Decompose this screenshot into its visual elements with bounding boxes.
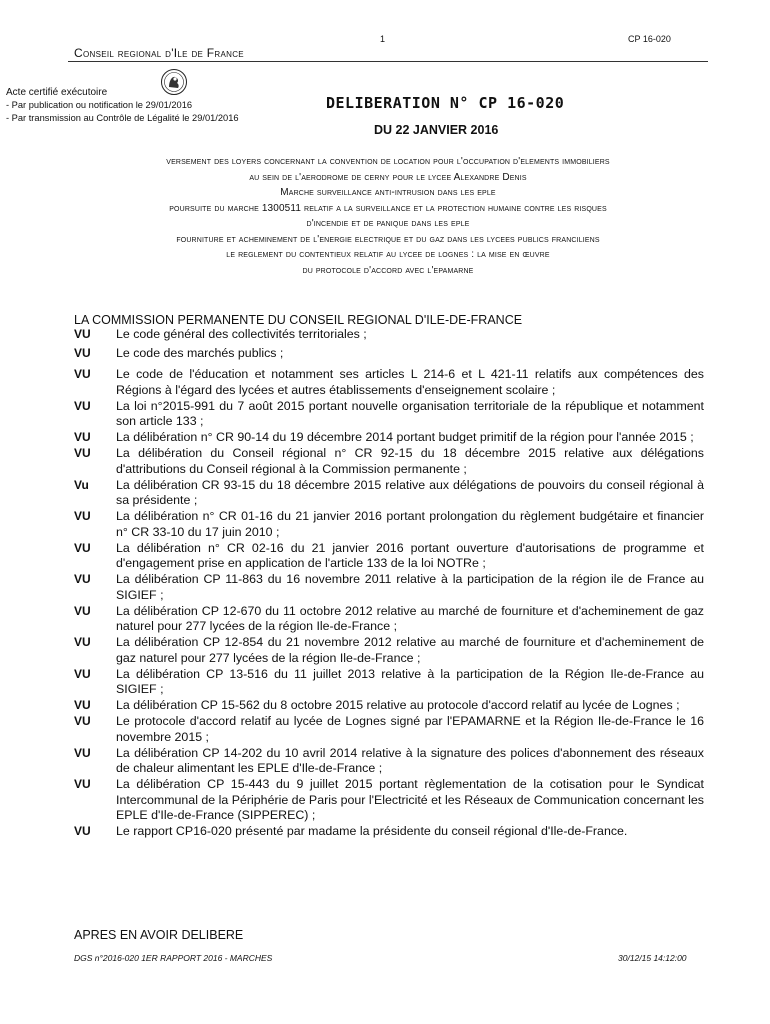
visa-item [74,824,704,840]
visa-tag: VU [74,698,91,712]
visa-item [74,667,704,698]
certification-title: Acte certifié exécutoire [6,87,108,98]
visa-item [74,446,704,477]
deliberation-subject [68,154,708,278]
visa-tag: VU [74,327,91,341]
visa-text: La délibération du Conseil régional n° CR 92-15 du 18 décembre 2015 relative aux délégations d'attributions du Conseil régional à la Commission permanente ; [116,446,704,476]
visa-item [74,777,704,824]
subject-line: versement des loyers concernant la convention de location pour l'occupation d'elements immobiliers [166,156,610,167]
subject-line: Marche surveillance anti-intrusion dans les eple [280,187,496,198]
subject-line: poursuite du marche 1300511 relatif a la surveillance et la protection humaine contre les risques [169,202,607,214]
visa-text: La délibération CP 14-202 du 10 avril 2014 relative à la signature des polices d'abonnement des réseaux de chaleur alimentant les EPLE d'Ile-de-France ; [116,745,704,775]
visa-item [74,478,704,509]
visa-tag: VU [74,509,91,523]
visa-tag: VU [74,572,91,586]
visa-tag: VU [74,367,91,381]
visa-text: La délibération n° CR 02-16 du 21 janvier 2016 portant ouverture d'autorisations de programme et d'engagement prise en application de l'article 133 de la loi NOTRe ; [116,540,704,570]
deliberation-title: DELIBERATION N° CP 16-020 [326,94,565,112]
visa-text: La délibération CP 13-516 du 11 juillet 2013 relative à la participation de la Région Ile-de-France au SIGIEF ; [116,666,704,696]
visa-list [74,327,704,840]
certification-transmission-line: - Par transmission au Contrôle de Légalité le 29/01/2016 [6,113,239,123]
visa-text: La délibération CR 93-15 du 18 décembre 2015 relative aux délégations de pouvoirs du conseil régional à sa présidente ; [116,477,704,507]
organization-name: Conseil regional d'Ile de France [74,46,244,60]
certification-block [6,86,239,125]
visa-item [74,327,704,343]
visa-tag: VU [74,745,91,760]
visa-item [74,604,704,635]
visa-tag: VU [74,540,91,555]
visa-tag: VU [74,635,91,649]
visa-text: Le code général des collectivités territoriales ; [116,327,367,341]
page-number: 1 [380,34,386,44]
visa-item [74,572,704,603]
visa-item [74,698,704,714]
visa-tag: VU [74,430,91,444]
visa-item [74,714,704,745]
visa-text: La délibération CP 15-562 du 8 octobre 2015 relative au protocole d'accord relatif au lycée de Lognes ; [116,698,680,712]
visa-item [74,746,704,777]
certification-publication-line: - Par publication ou notification le 29/01/2016 [6,100,193,110]
visa-text: La délibération CP 12-670 du 11 octobre 2012 relative au marché de fourniture et d'acheminement de gaz naturel pour 277 lycées de la région Ile-de-France ; [116,603,704,633]
visa-text: La délibération CP 15-443 du 9 juillet 2015 portant règlementation de la cotisation pour le Syndicat Intercommunal de la Périphérie de Paris pour l'Electricité et les Réseaux de Communication concernant les EPLE d'Ile-de-France (SIPPEREC) ; [116,777,704,822]
visa-item [74,635,704,666]
visa-text: Le code de l'éducation et notamment ses articles L 214-6 et L 421-11 relatifs aux compétences des Régions à l'égard des lycées et autres établissements d'enseignement scolaire ; [116,367,704,397]
subject-line: au sein de l'aerodrome de cerny pour le lycee Alexandre Denis [249,171,527,183]
subject-line: le reglement du contentieux relatif au lycee de lognes : la mise en œuvre [226,249,550,260]
visa-text: La délibération CP 12-854 du 21 novembre 2012 relative au marché de fourniture et d'acheminement de gaz naturel pour 277 lycées de la région Ile-de-France ; [116,635,704,665]
visa-text: Le protocole d'accord relatif au lycée de Lognes signé par l'EPAMARNE et la Région Ile-de-France le 16 novembre 2015 ; [116,714,704,744]
deliberation-date: DU 22 JANVIER 2016 [374,123,499,137]
visa-text: La délibération CP 11-863 du 16 novembre 2011 relative à la participation de la région ile de France au SIGIEF ; [116,572,704,602]
visa-item [74,430,704,446]
visa-item [74,541,704,572]
visa-tag: VU [74,446,91,460]
visa-text: Le code des marchés publics ; [116,345,284,360]
visa-tag: VU [74,824,91,838]
visa-item [74,346,704,362]
visa-item [74,399,704,430]
header-divider [68,61,708,62]
visa-text: La loi n°2015-991 du 7 août 2015 portant nouvelle organisation territoriale de la république et notamment son article 133 ; [116,398,704,428]
visa-tag: VU [74,345,91,360]
subject-line: d'incendie et de panique dans les eple [306,218,470,229]
visa-tag: VU [74,666,91,681]
visa-tag: VU [74,603,91,618]
visa-text: Le rapport CP16-020 présenté par madame la présidente du conseil régional d'Ile-de-France. [116,824,628,838]
footer-reference: DGS n°2016-020 1ER RAPPORT 2016 - MARCHES [74,953,273,963]
visa-item [74,509,704,540]
visa-tag: VU [74,714,91,728]
subject-line: fourniture et acheminement de l'energie electrique et du gaz dans les lycees publics franciliens [176,233,600,245]
visa-tag: Vu [74,477,89,492]
visa-text: La délibération n° CR 01-16 du 21 janvier 2016 portant prolongation du règlement budgétaire et financier n° CR 33-10 du 17 juin 2010 ; [116,509,704,539]
visa-text: La délibération n° CR 90-14 du 19 décembre 2014 portant budget primitif de la région pour l'année 2015 ; [116,430,694,444]
visa-item [74,367,704,398]
commission-heading: LA COMMISSION PERMANENTE DU CONSEIL REGIONAL D'ILE-DE-FRANCE [74,313,523,327]
apres-deliberation-heading: APRES EN AVOIR DELIBERE [74,928,244,942]
document-reference: CP 16-020 [628,34,671,44]
footer-timestamp: 30/12/15 14:12:00 [618,953,687,963]
subject-line: du protocole d'accord avec l'epamarne [302,264,474,276]
visa-tag: VU [74,777,91,791]
visa-tag: VU [74,398,91,413]
